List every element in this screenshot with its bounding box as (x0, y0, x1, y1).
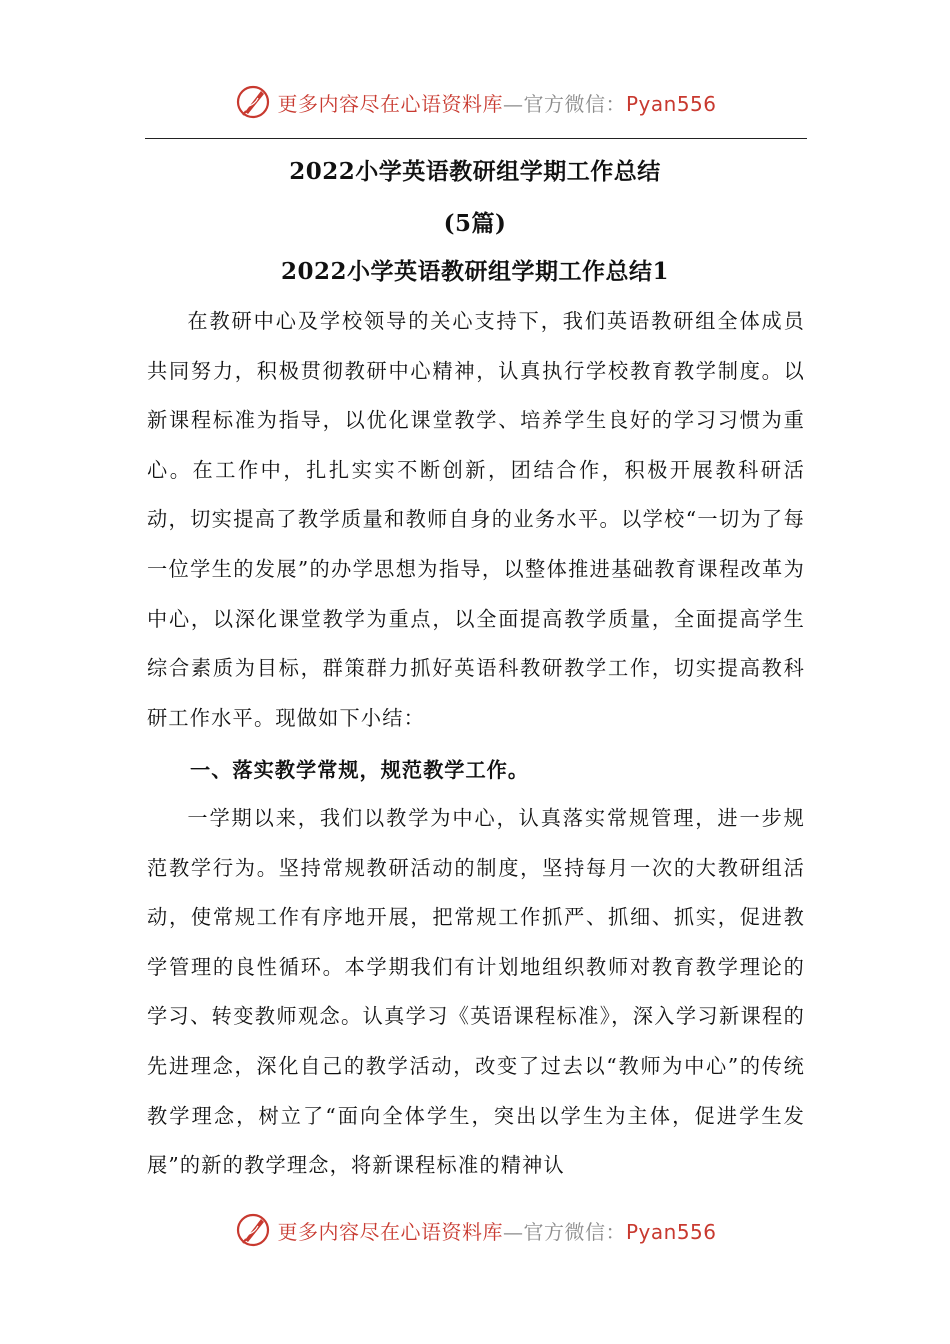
watermark-main-text: 更多内容尽在心语资料库 (277, 91, 503, 116)
document-subtitle: (5篇) (443, 210, 507, 237)
watermark-wechat-id: Pyan556 (625, 91, 717, 116)
section-title: 2022小学英语教研组学期工作总结1 (280, 258, 670, 285)
watermark-wechat-id: Pyan556 (625, 1219, 717, 1244)
body-paragraph-1: 在教研中心及学校领导的关心支持下，我们英语教研组全体成员共同努力，积极贯彻教研中心精神，认真执行学校教育教学制度。以新课程标准为指导，以优化课堂教学、培养学生良好的学习习惯为重心。在工作中，扎扎实实不断创新，团结合作，积极开展教科研活动，切实提高了教学质量和教师自身的业务水平。以学校“一切为了每一位学生的发展”的办学思想为指导，以整体推进基础教育课程改革为中心，以深化课堂教学为重点，以全面提高教学质量，全面提高学生综合素质为目标，群策群力抓好英语科教研教学工作，切实提高教科研工作水平。现做如下小结： (147, 309, 805, 730)
header-divider (145, 138, 807, 139)
quill-pen-logo-icon (233, 82, 273, 122)
quill-pen-logo-icon (233, 1210, 273, 1250)
header-watermark-banner (0, 80, 950, 124)
document-title: 2022小学英语教研组学期工作总结 (289, 158, 661, 185)
watermark-text (277, 1216, 716, 1245)
body-paragraph-2: 一学期以来，我们以教学为中心，认真落实常规管理，进一步规范教学行为。坚持常规教研活动的制度，坚持每月一次的大教研组活动，使常规工作有序地开展，把常规工作抓严、抓细、抓实，促进教学管理的良性循环。本学期我们有计划地组织教师对教育教学理论的学习、转变教师观念。认真学习《英语课程标准》，深入学习新课程的先进理念，深化自己的教学活动，改变了过去以“教师为中心”的传统教学理念，树立了“面向全体学生，突出以学生为主体，促进学生发展”的新的教学理念，将新课程标准的精神认 (147, 806, 805, 1178)
watermark-wechat-label: —官方微信： (502, 91, 626, 116)
watermark-wechat-label: —官方微信： (502, 1219, 626, 1244)
watermark-main-text: 更多内容尽在心语资料库 (277, 1219, 503, 1244)
section-heading-1: 一、落实教学常规，规范教学工作。 (190, 758, 530, 782)
footer-watermark-banner (0, 1208, 950, 1252)
watermark-text (277, 88, 716, 117)
